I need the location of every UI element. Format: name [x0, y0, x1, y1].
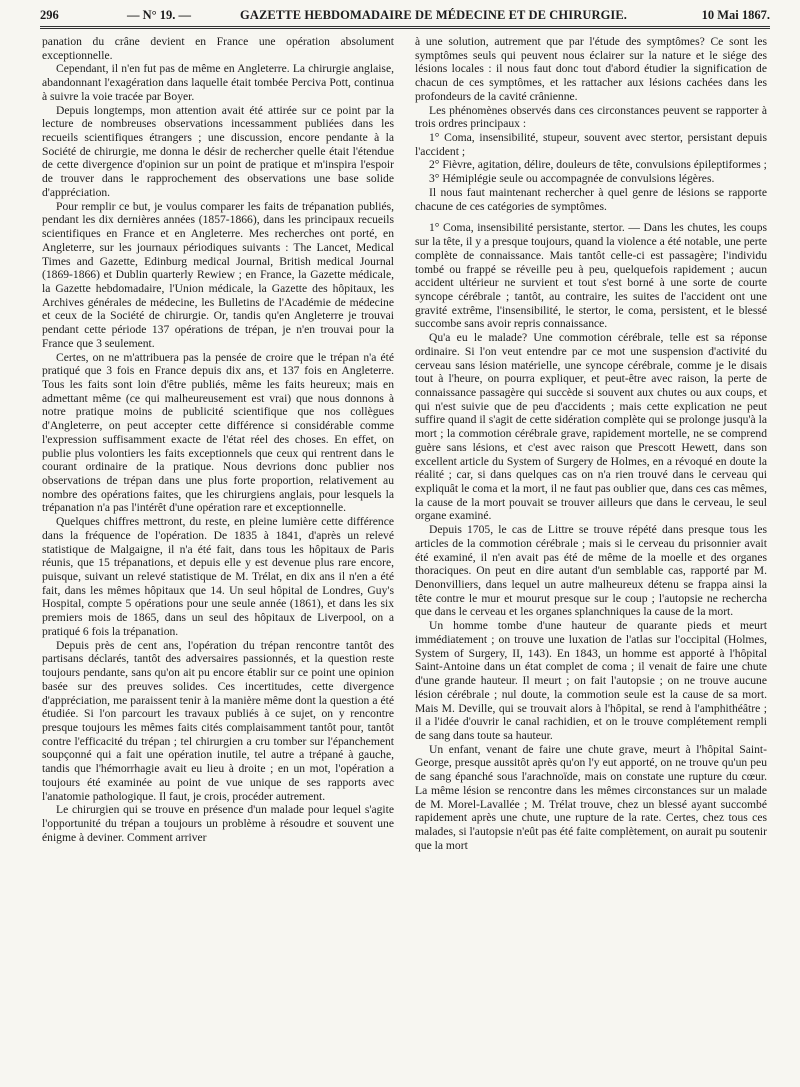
- journal-title: GAZETTE HEBDOMADAIRE DE MÉDECINE ET DE CHIRURGIE.: [240, 8, 628, 22]
- paragraph: Un homme tombe d'une hauteur de quarante pieds et meurt immédiatement ; on trouve une luxation de l'atlas sur l'occipital (Holmes, System of Surgery, II, 143). En 1843, un homme est apporté à l'hôpital Saint-Antoine dans un état complet de coma ; il venait de faire une chute d'une grande hauteur. Il meurt ; on fait l'autopsie ; on ne trouve aucune lésion cérébrale ; nul doute, la commotion seule est la cause de sa mort. Mais M. Deville, qui se trouvait alors à l'hôpital, se rend à l'amphithéâtre ; il a l'idée d'ouvrir le canal rachidien, et on le trouve complétement rempli de sang dans toute sa hauteur.: [415, 619, 767, 742]
- section-paragraph: 1° Coma, insensibilité persistante, stertor. — Dans les chutes, les coups sur la tête, il y a presque toujours, quand la violence a été notable, une perte complète de connaissance. Mais tantôt celle-ci est passagère; l'individu tombé ou frappé se réveille peu à peu, quelquefois rapidement ; aucun accident ultérieur ne survient et tout s'est borné à une sorte de courte syncope cérébrale ; tantôt, au contraire, les suites de l'accident ont une gravité extrême, l'insensibilité, le stertor, le coma, persistent, et le blessé succombe sans avoir repris connaissance.: [415, 221, 767, 331]
- issue-date: 10 Mai 1867.: [701, 8, 770, 22]
- list-item: 1° Coma, insensibilité, stupeur, souvent avec stertor, persistant depuis l'accident ;: [415, 131, 767, 158]
- paragraph: à une solution, autrement que par l'étude des symptômes? Ce sont les symptômes seuls qui peuvent nous éclairer sur la nature et le siége des lésions locales : il nous faut donc tout d'abord étudier la signification de chacun de ces symptômes, et les rattacher aux lésions cachées dans les profondeurs de la cavité crânienne.: [415, 35, 767, 103]
- list-item: 3° Hémiplégie seule ou accompagnée de convulsions légères.: [429, 172, 715, 186]
- paragraph: Depuis 1705, le cas de Littre se trouve répété dans presque tous les articles de la commotion cérébrale ; mais si le cerveau du prisonnier avait été examiné, il n'en avait pas été de même de la moelle et des organes thoraciques. On peut en dire autant d'un semblable cas, rapporté par M. Denonvilliers, dans lequel un autre malheureux détenu se frappa ainsi la tête contre le mur et mourut presque sur le coup ; l'autopsie ne rechercha que dans le cerveau et les organes splanchniques la cause de la mort.: [415, 523, 767, 619]
- paragraph: Certes, on ne m'attribuera pas la pensée de croire que le trépan n'a été pratiqué que 3 fois en France depuis dix ans, et 137 fois en Angleterre. Tous les faits sont loin d'être publiés, même les faits heureux; mais en admettant même (ce qui malheureusement est vrai) que nous donnons à notre pratique moins de publicité scientifique que nos collègues d'Angleterre, on peut accepter cette différence si considérable comme l'expression suffisamment exacte de l'état réel des choses. En effet, on publie plus volontiers les faits exceptionnels que ceux qui rentrent dans le courant ordinaire de la pratique. Nous devrions donc publier nos observations de trépan dans une plus forte proportion, relativement au nombre des opérations faites, que les chirurgiens anglais, pour lesquels la trépanation n'a pas l'intérêt d'une opération rare et exceptionnelle.: [42, 350, 394, 515]
- header-rule: [40, 26, 770, 29]
- paragraph: Un enfant, venant de faire une chute grave, meurt à l'hôpital Saint-George, presque aussitôt après qu'on l'y eut apporté, on ne trouve qu'un peu de sang épanché sous l'arachnoïde, mais on constate une rupture du cœur. La même lésion se rencontre dans les mêmes circonstances sur un malade de M. Morel-Lavallée ; M. Trélat trouve, chez un blessé ayant succombé rapidement après une chute, une rupture de la rate. Certes, chez tous ces malades, si l'autopsie n'eût pas été faite complètement, on aurait pu soutenir que la mort: [415, 742, 767, 852]
- paragraph: Les phénomènes observés dans ces circonstances peuvent se rapporter à trois ordres principaux :: [415, 103, 767, 131]
- left-column: [42, 35, 394, 1083]
- paragraph: Le chirurgien qui se trouve en présence d'un malade pour lequel s'agite l'opportunité du trépan a toujours un problème à résoudre et souvent une énigme à deviner. Comment arriver: [42, 803, 394, 844]
- paragraph: Quelques chiffres mettront, du reste, en pleine lumière cette différence dans la fréquence de l'opération. De 1835 à 1841, d'après un relevé statistique de Malgaigne, il n'a été fait, dans tous les hôpitaux de Paris réunis, que 15 trépanations, et depuis elle y est devenue plus rare encore, puisque, suivant un relevé statistique de M. Trélat, en dix ans il n'en a été fait, dans les mêmes hôpitaux que 14. Un seul hôpital de Londres, Guy's Hospital, compte 5 opérations pour une seule année (1861), et dans les six premiers mois de 1865, dans un seul des hôpitaux de Liverpool, on a pratiqué 6 fois la trépanation.: [42, 515, 394, 638]
- paragraph: Il nous faut maintenant rechercher à quel genre de lésions se rapporte chacune de ces catégories de symptômes.: [415, 185, 767, 213]
- paragraph: Depuis près de cent ans, l'opération du trépan rencontre tantôt des partisans déclarés, tantôt des adversaires passionnés, et la question reste toujours pendante, sans qu'on ait pu encore établir sur ce point une opinion basée sur des preuves solides. Ces incertitudes, cette divergence d'appréciation, me paraissent tenir à la manière même dont la question a été étudiée. Si l'on parcourt les travaux publiés à ce sujet, on y rencontre presque toujours les mêmes faits cités complaisamment tantôt pour, tantôt contre l'efficacité du trépan ; tel chirurgien a cru tomber sur l'épanchement soupçonné qui a fait une opération inutile, tel autre a trépané à gauche, tandis que l'hémorrhagie avait eu lieu à droite ; en un mot, l'opération a toujours été examinée au point de vue unique de ses rapports avec l'anatomie pathologique. Il faut, je crois, procéder autrement.: [42, 638, 394, 803]
- running-header: [40, 4, 770, 26]
- paragraph: Cependant, il n'en fut pas de même en Angleterre. La chirurgie anglaise, abandonnant l'exagération dans laquelle était tombée Perciva Pott, continua à suivre la voie tracée par Boyer.: [42, 62, 394, 103]
- paragraph: Pour remplir ce but, je voulus comparer les faits de trépanation publiés, pendant les dix dernières années (1857-1866), dans les principaux recueils scientifiques en France et en Angleterre. Mes recherches ont porté, en Angleterre, sur les journaux périodiques suivants : The Lancet, Medical Times and Gazette, Edinburg medical Journal, British medical Journal (1869-1866) et Dublin quarterly Rewiew ; en France, la Gazette médicale, la Gazette hebdomadaire, l'Union médicale, la Gazette des hôpitaux, les Archives générales de médecine, les Bulletins de l'Académie de médecine et ceux de la Société de chirurgie. Or, tandis qu'en Angleterre je trouvai pendant cette période 137 opérations de trépan, je n'en trouvai pour la France que 3 seulement.: [42, 199, 394, 350]
- paragraph: Depuis longtemps, mon attention avait été attirée sur ce point par la lecture de nombreuses observations incessamment publiées dans les recueils scientifiques étrangers ; une discussion, encore pendante à la Société de chirurgie, me donna le désir de rechercher quelle était l'étendue de cette divergence d'opinion sur un point de pratique et m'inspira l'espoir de trouver dans le rapprochement des observations une base solide d'appréciation.: [42, 103, 394, 199]
- right-column: [415, 35, 767, 1083]
- page-number: 296: [40, 8, 59, 22]
- paragraph: Qu'a eu le malade? Une commotion cérébrale, telle est sa réponse ordinaire. Si l'on veut entendre par ce mot une suspension d'activité du cerveau sans lésion matérielle, une syncope cérébrale, comme je le disais tout à l'heure, on pourra expliquer, et peut-être avec raison, la perte de connaissance passagère qui succède si souvent aux chutes ou aux coups, et qui n'est suivie que de peu d'accidents ; mais cette explication ne peut suffire quand il s'agit de cette sidération complète qui se prolonge jusqu'à la mort ; la commotion cérébrale grave, rapidement mortelle, ne se comprend guère sans lésions, et c'est avec raison que Prescott Hewett, dans son excellent article du System of Surgery de Holmes, en a révoqué en doute la réalité ; car, si dans quelques cas on n'a rien trouvé dans le cerveau qui expliquât le coma et la mort, il ne faut pas oublier que, dans ces cas mêmes, la cause de la mort pouvait se trouver ailleurs que dans le cerveau, le seul organe examiné.: [415, 331, 767, 523]
- list-item: 2° Fièvre, agitation, délire, douleurs de tête, convulsions épileptiformes ;: [429, 158, 767, 172]
- issue-number: — N° 19. —: [127, 8, 192, 22]
- paragraph: panation du crâne devient en France une opération absolument exceptionnelle.: [42, 35, 394, 62]
